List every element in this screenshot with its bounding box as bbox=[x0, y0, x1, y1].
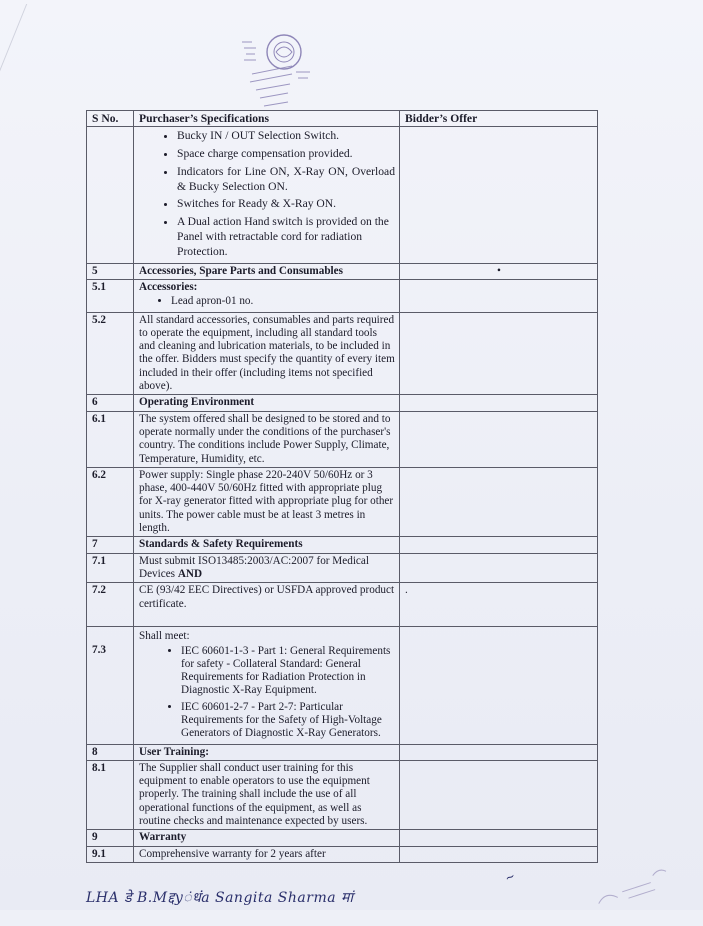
sno-cell: 8.1 bbox=[87, 760, 134, 829]
list-item: • Switches for Ready & X-Ray ON. bbox=[177, 196, 395, 214]
handwritten-signature: LHA डे B.Mद्दyंधंंa Sangita Sharma मां bbox=[86, 890, 354, 906]
table-row bbox=[87, 744, 598, 760]
sno-cell: 5.1 bbox=[87, 279, 134, 312]
table-row bbox=[87, 312, 598, 395]
table-row bbox=[87, 537, 598, 553]
spec-cell bbox=[134, 627, 400, 744]
list-item: • Lead apron-01 no. bbox=[171, 294, 395, 310]
table-row bbox=[87, 395, 598, 411]
offer-cell bbox=[400, 627, 598, 744]
spec-cell: The Supplier shall conduct user training for this equipment to enable operators to use the equipment properly. The training shall include the use of all operational functions of the equipment, as well as routine checks and maintenance expected by users. bbox=[134, 760, 400, 829]
sno-cell: 7.2 bbox=[87, 583, 134, 627]
spec-cell: Power supply: Single phase 220-240V 50/60Hz or 3 phase, 400-440V 50/60Hz fitted with appropriate plug for X-ray generator fitted with appropriate plug for other units. The power cable must be at least 3 metres in length. bbox=[134, 467, 400, 536]
sno-cell: 9.1 bbox=[87, 846, 134, 862]
sno-cell: 7.1 bbox=[87, 553, 134, 583]
sno-cell: 6.2 bbox=[87, 467, 134, 536]
header-purchaser-specifications: Purchaser’s Specifications bbox=[134, 111, 400, 127]
spec-cell bbox=[134, 279, 400, 312]
section-heading: Warranty bbox=[134, 830, 400, 846]
offer-cell bbox=[400, 744, 598, 760]
sno-label: 7.3 bbox=[92, 644, 106, 657]
offer-cell bbox=[400, 263, 598, 279]
handwritten-initials: ~ bbox=[502, 868, 518, 886]
offer-cell bbox=[400, 127, 598, 263]
table-row bbox=[87, 467, 598, 536]
offer-cell bbox=[400, 553, 598, 583]
offer-mark: • bbox=[497, 264, 501, 277]
table-row bbox=[87, 411, 598, 467]
offer-cell bbox=[400, 467, 598, 536]
header-bidders-offer: Bidder’s Offer bbox=[400, 111, 598, 127]
table-row bbox=[87, 846, 598, 862]
spec-cell: The system offered shall be designed to be stored and to operate normally under the conditions of the purchaser's country. The conditions include Power Supply, Climate, Temperature, Humidity, etc. bbox=[134, 411, 400, 467]
offer-cell bbox=[400, 312, 598, 395]
sno-cell: 5 bbox=[87, 263, 134, 279]
sno-cell: 9 bbox=[87, 830, 134, 846]
header-sno: S No. bbox=[87, 111, 134, 127]
offer-cell bbox=[400, 411, 598, 467]
section-heading: User Training: bbox=[134, 744, 400, 760]
sno-cell bbox=[87, 627, 134, 744]
sno-cell: 5.2 bbox=[87, 312, 134, 395]
table-row bbox=[87, 263, 598, 279]
table-header-row bbox=[87, 111, 598, 127]
offer-cell: . bbox=[400, 583, 598, 627]
offer-cell bbox=[400, 279, 598, 312]
page-fold-mark bbox=[0, 4, 87, 104]
spec-cell bbox=[134, 553, 400, 583]
table-row bbox=[87, 583, 598, 627]
spec-cell: CE (93/42 EEC Directives) or USFDA approved product certificate. bbox=[134, 583, 400, 627]
list-item: • Indicators for Line ON, X-Ray ON, Overload & Bucky Selection ON. bbox=[177, 164, 395, 197]
offer-cell bbox=[400, 830, 598, 846]
sno-cell: 8 bbox=[87, 744, 134, 760]
spec-cell: Comprehensive warranty for 2 years after bbox=[134, 846, 400, 862]
spec-lead-text: Shall meet: bbox=[139, 630, 190, 643]
spec-bold-tail: AND bbox=[177, 567, 203, 580]
section-heading: Standards & Safety Requirements bbox=[134, 537, 400, 553]
table-row bbox=[87, 127, 598, 263]
subsection-heading: Accessories: bbox=[139, 280, 198, 293]
official-seal-stamp bbox=[226, 22, 318, 114]
list-item: • Space charge compensation provided. bbox=[177, 146, 395, 164]
offer-cell bbox=[400, 537, 598, 553]
table-row bbox=[87, 279, 598, 312]
offer-cell bbox=[400, 760, 598, 829]
table-row bbox=[87, 830, 598, 846]
table-row bbox=[87, 553, 598, 583]
spec-cell: All standard accessories, consumables and parts required to operate the equipment, including all standard tools and cleaning and lubrication materials, to be included in the offer. Bidders must specify the quantity of every item included in their offer (including items not specified above). bbox=[134, 312, 400, 395]
table-row bbox=[87, 760, 598, 829]
spec-text: Must submit ISO13485:2003/AC:2007 for Medical Devices bbox=[139, 554, 369, 580]
sno-cell: 6 bbox=[87, 395, 134, 411]
list-item: • A Dual action Hand switch is provided on the Panel with retractable cord for radiation Protection. bbox=[177, 214, 395, 261]
sno-cell: 6.1 bbox=[87, 411, 134, 467]
sno-cell bbox=[87, 127, 134, 263]
table-row bbox=[87, 627, 598, 744]
sno-cell: 7 bbox=[87, 537, 134, 553]
section-heading: Accessories, Spare Parts and Consumables bbox=[134, 263, 400, 279]
list-item: • Bucky IN / OUT Selection Switch. bbox=[177, 128, 395, 146]
list-item: • IEC 60601-1-3 - Part 1: General Requirements for safety - Collateral Standard: General Requirements for Radiation Protection in Diagnostic X-Ray Equipment. bbox=[181, 644, 395, 700]
section-heading: Operating Environment bbox=[134, 395, 400, 411]
list-item: • IEC 60601-2-7 - Part 2-7: Particular Requirements for the Safety of High-Voltage Generators of Diagnostic X-Ray Generators. bbox=[181, 700, 395, 743]
offer-cell bbox=[400, 846, 598, 862]
specification-table bbox=[86, 110, 598, 863]
spec-cell bbox=[134, 127, 400, 263]
offer-cell bbox=[400, 395, 598, 411]
